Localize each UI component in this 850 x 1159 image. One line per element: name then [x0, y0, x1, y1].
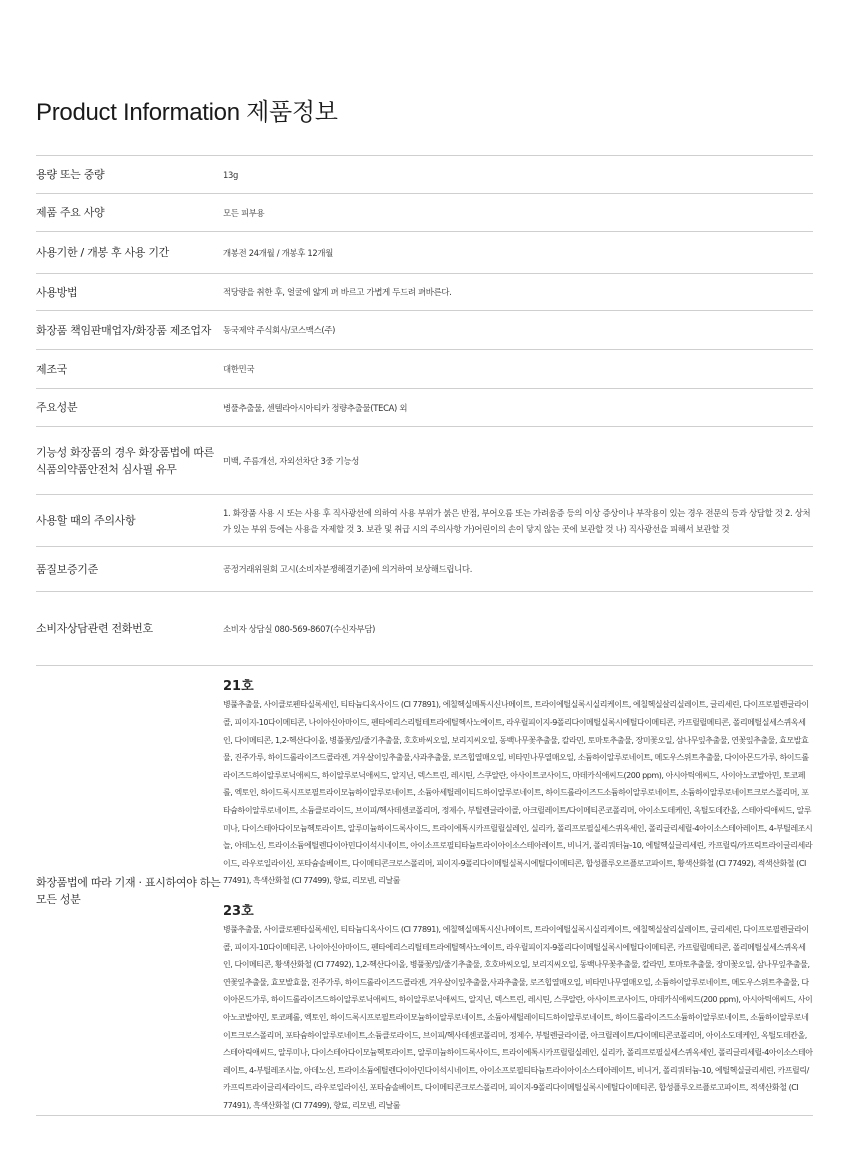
- row-value: 모든 피부용: [223, 207, 265, 218]
- info-row-expiry: [36, 232, 813, 274]
- row-label: 품질보증기준: [36, 562, 98, 576]
- info-row-volume: [36, 156, 813, 194]
- page-title: Product Information 제품정보: [36, 99, 338, 126]
- row-value: 공정거래위원회 고시(소비자분쟁해결기준)에 의거하여 보상해드립니다.: [223, 564, 473, 574]
- shade-block-23: [223, 903, 813, 1115]
- row-label: 기능성 화장품의 경우 화장품법에 따른 식품의약품안전처 심사필 유무: [36, 445, 215, 476]
- info-row-country: [36, 350, 813, 389]
- row-label: 사용기한 / 개봉 후 사용 기간: [36, 246, 169, 259]
- row-value: 미백, 주름개선, 자외선차단 3중 기능성: [223, 455, 360, 466]
- shade-name: 23호: [223, 904, 254, 919]
- info-row-caution: [36, 495, 813, 547]
- row-label: 제조국: [36, 362, 67, 376]
- info-row-all-ingredients: [36, 666, 813, 1116]
- row-value: 병풀추출물, 센텔라아시아티카 정량추출물(TECA) 외: [223, 402, 408, 413]
- shade-ingredients: 병풀추출물, 사이클로펜타실록세인, 티타늄디옥사이드 (CI 77891), 에칠헥실메톡시신나메이트, 트라이에틸실록시실리케이트, 에칠헥실살리실레이트, 글리세린, 다이프로필렌글라이콜, 피이지-10다이메티콘, 나이아신아마이드, 펜타에리스리틸테트라에틸헥사노에이트, 라우릴피이지-9폴리다이메틸실록시에틸다이메티콘, 카프릴릴메티콘, 폴리메틸실세스퀴옥세인, 다이메티콘, 황색산화철 (CI 77492), 1,2-헥산다이올, 병풀꽃/잎/줄기추출물, 호호바씨오일, 보리지씨오일, 동백나무꽃추출물, 칼라민, 토마토추출물, 장미꽃오일, 삼나무잎추출물, 연꽃잎추출물, 효모발효물, 진주가루, 하이드롤라이즈드콜라겐, 겨우살이잎추출물,사과추출물, 로즈힙열매오일, 비타민나무열매오일, 소듐하이알루로네이트, 메도우스위트추출물, 다이아몬드가루, 하이드롤라이즈드하이알루로닉애씨드, 하이알루로닉애씨드, 알지닌, 덱스트린, 레시틴, 스쿠알란, 아사이트코사이드, 마데카식애씨드(200 ppm), 아시아틱애씨드, 사이아노코발아민, 토코페롤, 엑토인, 하이드록시프로필트라이모늄하이알루로네이트, 소듐아세틸레이티드하이알루로네이트, 하이드롤라이즈드소듐하이알루로네이트, 소듐하이알루로네이트크로스폴리머, 포타슘하이알루로네이트,소듐클로라이드, 브이피/헥사데센코폴리머, 정제수, 부틸렌글라이콜, 아크릴레이트/다이메티콘코폴리머, 아이소도데케인, 옥틸도데칸올, 스테아릭애씨드, 알루미나, 다이스테아다이모늄헥토라이트, 알루미늄하이드록사이드, 트라이에톡시카프릴릴실레인, 실리카, 폴리프로필실세스퀴옥세인, 폴리글리세릴-4아이소스테아레이트, 4-부틸레조시놀, 아데노신, 트라이소듐에틸렌다이아민다이석시네이트, 아이소프로필티타늄트라이아이소스테아레이트, 비니거, 폴리쿼터늄-10, 에틸헥실글리세린, 카프릴릭/카프릭트라이글리세라이드, 라우로일라이신, 포타슘솔베이트, 다이메티콘크로스폴리머, 피이지-9폴리다이메틸실록시에틸다이메티콘, 합성플루오르플로고파이트, 적색산화철 (CI 77491), 흑색산화철 (CI 77499), 향료, 리모넨, 리날룰: [223, 925, 813, 1110]
- info-row-phone: [36, 592, 813, 666]
- info-row-manufacturer: [36, 311, 813, 350]
- info-row-warranty: [36, 547, 813, 592]
- row-label: 제품 주요 사양: [36, 206, 105, 219]
- row-label: 화장품 책임판매업자/화장품 제조업자: [36, 323, 212, 337]
- row-value: 소비자 상담실 080-569-8607(수신자부담): [223, 623, 376, 634]
- row-label: 사용방법: [36, 285, 78, 299]
- info-row-main-ingredients: [36, 389, 813, 427]
- row-value: 13g: [223, 169, 239, 180]
- shade-block-21: [223, 678, 813, 890]
- ingredient-list: [223, 666, 813, 1114]
- shade-name: 21호: [223, 679, 254, 695]
- row-label: 용량 또는 중량: [36, 168, 105, 181]
- row-label: 사용할 때의 주의사항: [36, 514, 136, 527]
- row-value: 1. 화장품 사용 시 또는 사용 후 직사광선에 의하여 사용 부위가 붉은 반점, 부어오름 또는 가려움증 등의 이상 증상이나 부작용이 있는 경우 전문의 등과 상담할 것 2. 상처가 있는 부위 등에는 사용을 자제할 것 3. 보관 및 취급 시의 주의사항 가)어린이의 손이 닿지 않는 곳에 보관할 것 나) 직사광선을 피해서 보관할 것: [223, 507, 811, 534]
- info-row-usage: [36, 274, 813, 311]
- row-value: 개봉전 24개월 / 개봉후 12개월: [223, 247, 333, 258]
- row-value: 동국제약 주식회사/코스맥스(주): [223, 325, 336, 335]
- row-value: 적당량을 취한 후, 얼굴에 얇게 펴 바르고 가볍게 두드려 펴바른다.: [223, 287, 452, 297]
- row-label: 소비자상담관련 전화번호: [36, 622, 153, 635]
- info-row-functional: [36, 427, 813, 495]
- shade-ingredients: 병풀추출물, 사이클로펜타실록세인, 티타늄디옥사이드 (CI 77891), 에칠헥실메톡시신나메이트, 트라이에틸실록시실리케이트, 에칠헥실살리실레이트, 글리세린, 다이프로필렌글라이콜, 피이지-10다이메티콘, 나이아신아마이드, 펜타에리스리틸테트라에틸헥사노에이트, 라우릴피이지-9폴리다이메틸실록시에틸다이메티콘, 카프릴릴메티콘, 폴리메틸실세스퀴옥세인, 다이메티콘, 1,2-헥산다이올, 병풀꽃/잎/줄기추출물, 호호바씨오일, 보리지씨오일, 동백나무꽃추출물, 칼라민, 토마토추출물, 장미꽃오일, 삼나무잎추출물, 연꽃잎추출물, 효모발효물, 진주가루, 하이드롤라이즈드콜라겐, 겨우살이잎추출물,사과추출물, 로즈힙열매오일, 비타민나무열매오일, 소듐하이알루로네이트, 메도우스위트추출물, 다이아몬드가루, 하이드롤라이즈드하이알루로닉애씨드, 하이알루로닉애씨드, 알지닌, 덱스트린, 레시틴, 스쿠알란, 아사이트코사이드, 마데카식애씨드(200 ppm), 아시아틱애씨드, 사이아노코발아민, 토코페롤, 엑토인, 하이드록시프로필트라이모늄하이알루로네이트, 소듐아세틸레이티드하이알루로네이트, 하이드롤라이즈드소듐하이알루로네이트, 소듐하이알루로네이트크로스폴리머, 포타슘하이알루로네이트, 소듐클로라이드, 브이피/헥사데센코폴리머, 정제수, 부틸렌글라이콜, 아크릴레이트/다이메티콘코폴리머, 아이소도데케인, 옥틸도데칸올, 스테아릭애씨드, 알루미나, 다이스테아다이모늄헥토라이트, 알루미늄하이드록사이드, 트라이에톡시카프릴릴실레인, 실리카, 폴리프로필실세스퀴옥세인, 폴리글리세릴-4아이소스테아레이트, 4-부틸레조시놀, 아데노신, 트라이소듐에틸렌다이아민다이석시네이트, 아이소프로필티타늄트라이아이소스테아레이트, 비니거, 폴리쿼터늄-10, 에틸헥실글리세린, 카프릴릭/카프릭트라이글리세라이드, 라우로일라이신, 포타슘솔베이트, 다이메티콘크로스폴리머, 피이지-9폴리다이메틸실록시에틸다이메티콘, 합성플루오르플로고파이트, 황색산화철 (CI 77492), 적색산화철 (CI 77491), 흑색산화철 (CI 77499), 향료, 리모넨, 리날룰: [223, 700, 813, 886]
- row-label: 주요성분: [36, 401, 78, 414]
- row-label: 화장품법에 따라 기재 · 표시하여야 하는 모든 성분: [36, 875, 221, 906]
- info-row-spec: [36, 194, 813, 232]
- info-table: [36, 155, 813, 1116]
- row-value: 대한민국: [223, 364, 255, 374]
